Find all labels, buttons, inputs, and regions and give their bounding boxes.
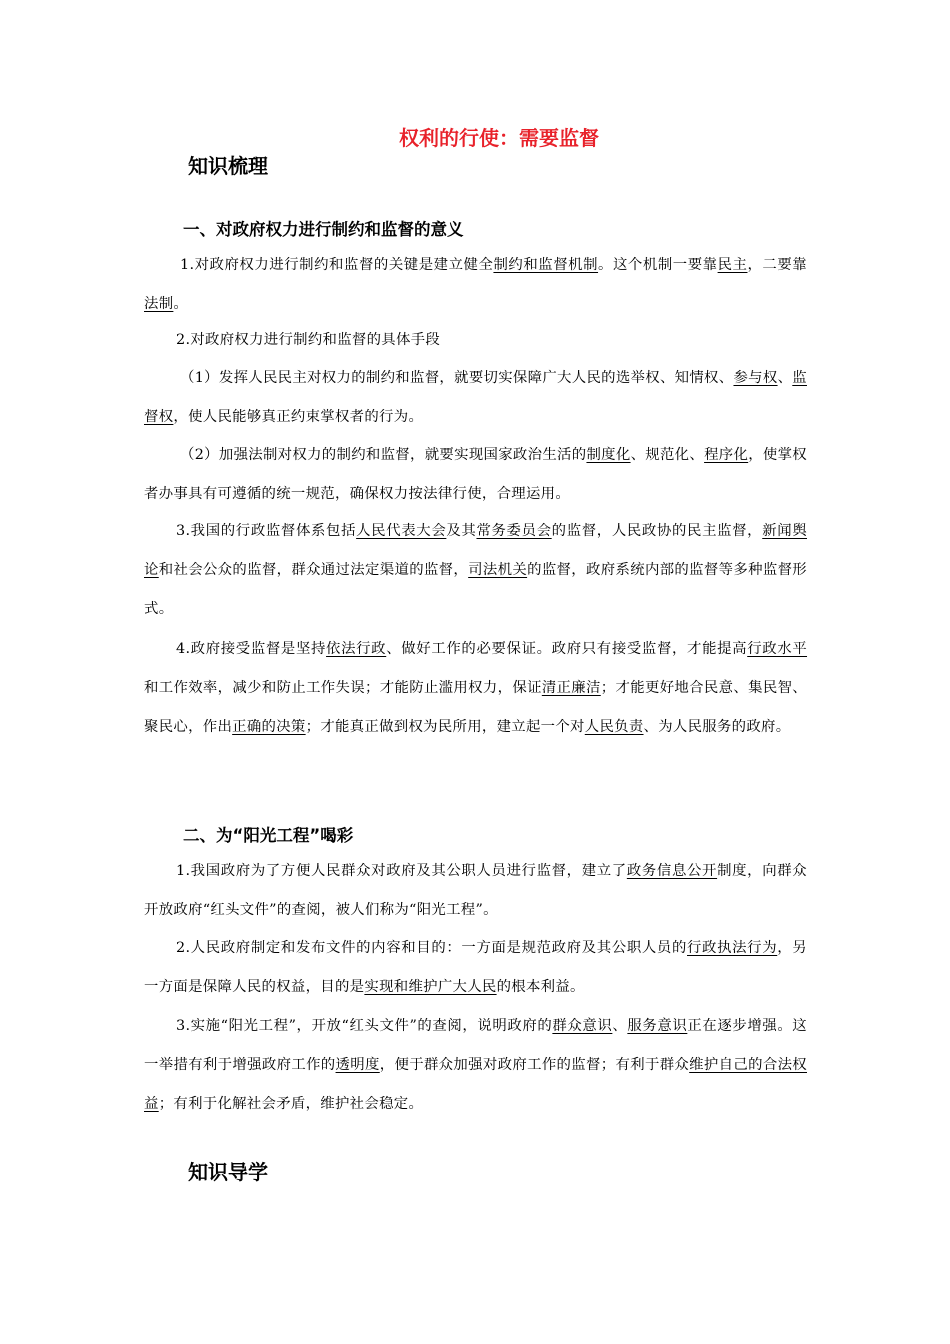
text: 3.实施“阳光工程”，开放“红头文件”的查阅，说明政府的 [176, 1018, 553, 1034]
text: ，使人民能够真正约束掌权者的行为。 [173, 409, 424, 425]
text: 4.政府接受监督是坚持 [176, 641, 327, 657]
underlined-answer: 程序化 [704, 447, 749, 463]
section1-paragraph-1 [144, 246, 807, 324]
text: 的根本利益。 [496, 979, 585, 995]
text: 。这个机制一要靠 [598, 257, 718, 273]
text: ，使掌权者办事具有可遵循的统一规范，确保权力按法律行使，合理运用。 [144, 447, 807, 502]
underlined-answer: 行政执法行为 [687, 940, 778, 956]
text: 1.我国政府为了方便人民群众对政府及其公职人员进行监督，建立了 [176, 863, 627, 879]
underlined-answer: 新闻舆论 [144, 523, 808, 578]
text: ；才能真正做到权为民所用，建立起一个对 [305, 719, 585, 735]
text: ；有利于化解社会矛盾，维护社会稳定。 [158, 1096, 424, 1112]
underlined-answer: 司法机关 [468, 562, 528, 578]
underlined-answer: 清正廉洁 [541, 680, 601, 696]
text: 、做好工作的必要保证。政府只有接受监督，才能提高 [386, 641, 748, 657]
text: 、为人民服务的政府。 [643, 719, 791, 735]
section2-paragraph-2 [144, 929, 807, 1007]
text: 、 [612, 1018, 628, 1034]
text: 、 [777, 370, 793, 386]
text: 及其 [446, 523, 477, 539]
text: 的监督，政府系统内部的监督等多种监督形式。 [144, 562, 807, 617]
underlined-answer: 正确的决策 [232, 719, 306, 735]
text: 和工作效率，减少和防止工作失误；才能防止滥用权力，保证 [144, 680, 542, 696]
section1-paragraph-4 [144, 436, 807, 514]
text: ，便于群众加强对政府工作的监督；有利于群众 [379, 1057, 690, 1073]
text: 和社会公众的监督，群众通过法定渠道的监督， [158, 562, 469, 578]
text: 制度，向群众开放政府“红头文件”的查阅，被人们称为“阳光工程”。 [144, 863, 807, 918]
underlined-answer: 政务信息公开 [626, 863, 718, 879]
document-title: 权利的行使：需要监督 [399, 126, 599, 150]
text: 3.我国的行政监督体系包括 [176, 523, 357, 539]
heading-knowledge-review: 知识梳理 [188, 154, 268, 178]
underlined-answer: 维护自己的合法权益 [144, 1057, 807, 1112]
underlined-answer: 人民负责 [584, 719, 644, 735]
underlined-answer: 行政水平 [747, 641, 808, 657]
text: 、规范化、 [630, 447, 705, 463]
text: 1.对政府权力进行制约和监督的关键是建立健全 [180, 257, 494, 273]
text: 2.人民政府制定和发布文件的内容和目的：一方面是规范政府及其公职人员的 [176, 940, 688, 956]
underlined-answer: 透明度 [335, 1057, 380, 1073]
underlined-answer: 法制 [144, 296, 174, 312]
underlined-answer: 服务意识 [627, 1018, 688, 1034]
section1-paragraph-3 [144, 359, 807, 437]
underlined-answer: 制约和监督机制 [493, 257, 599, 273]
underlined-answer: 群众意识 [552, 1018, 613, 1034]
text: 正在逐步增强。这一举措有利于增强政府工作的 [144, 1018, 807, 1073]
underlined-answer: 参与权 [733, 370, 778, 386]
underlined-answer: 人民代表大会 [356, 523, 447, 539]
text: （2）加强法制对权力的制约和监督，就要实现国家政治生活的 [180, 447, 587, 463]
underlined-answer: 监督权 [144, 370, 807, 425]
heading-knowledge-guide: 知识导学 [188, 1160, 268, 1184]
text: ；才能更好地合民意、集民智、聚民心，作出 [144, 680, 807, 735]
section1-paragraph-2: 2.对政府权力进行制约和监督的具体手段 [176, 332, 441, 348]
underlined-answer: 实现和维护广大人民 [364, 979, 497, 995]
text: 的监督，人民政协的民主监督， [551, 523, 763, 539]
section1-title: 一、对政府权力进行制约和监督的意义 [183, 220, 464, 239]
underlined-answer: 依法行政 [326, 641, 387, 657]
text: 。 [173, 296, 189, 312]
underlined-answer: 制度化 [586, 447, 631, 463]
section2-paragraph-3 [144, 1007, 807, 1124]
underlined-answer: 常务委员会 [476, 523, 552, 539]
text: （1）发挥人民民主对权力的制约和监督，就要切实保障广大人民的选举权、知情权、 [180, 370, 734, 386]
section2-title: 二、为“阳光工程”喝彩 [183, 826, 354, 845]
text: ，另一方面是保障人民的权益，目的是 [144, 940, 807, 995]
text: ，二要靠 [747, 257, 808, 273]
section2-paragraph-1 [144, 852, 807, 930]
section1-paragraph-6 [144, 630, 807, 747]
section1-paragraph-5 [144, 512, 807, 629]
underlined-answer: 民主 [717, 257, 748, 273]
